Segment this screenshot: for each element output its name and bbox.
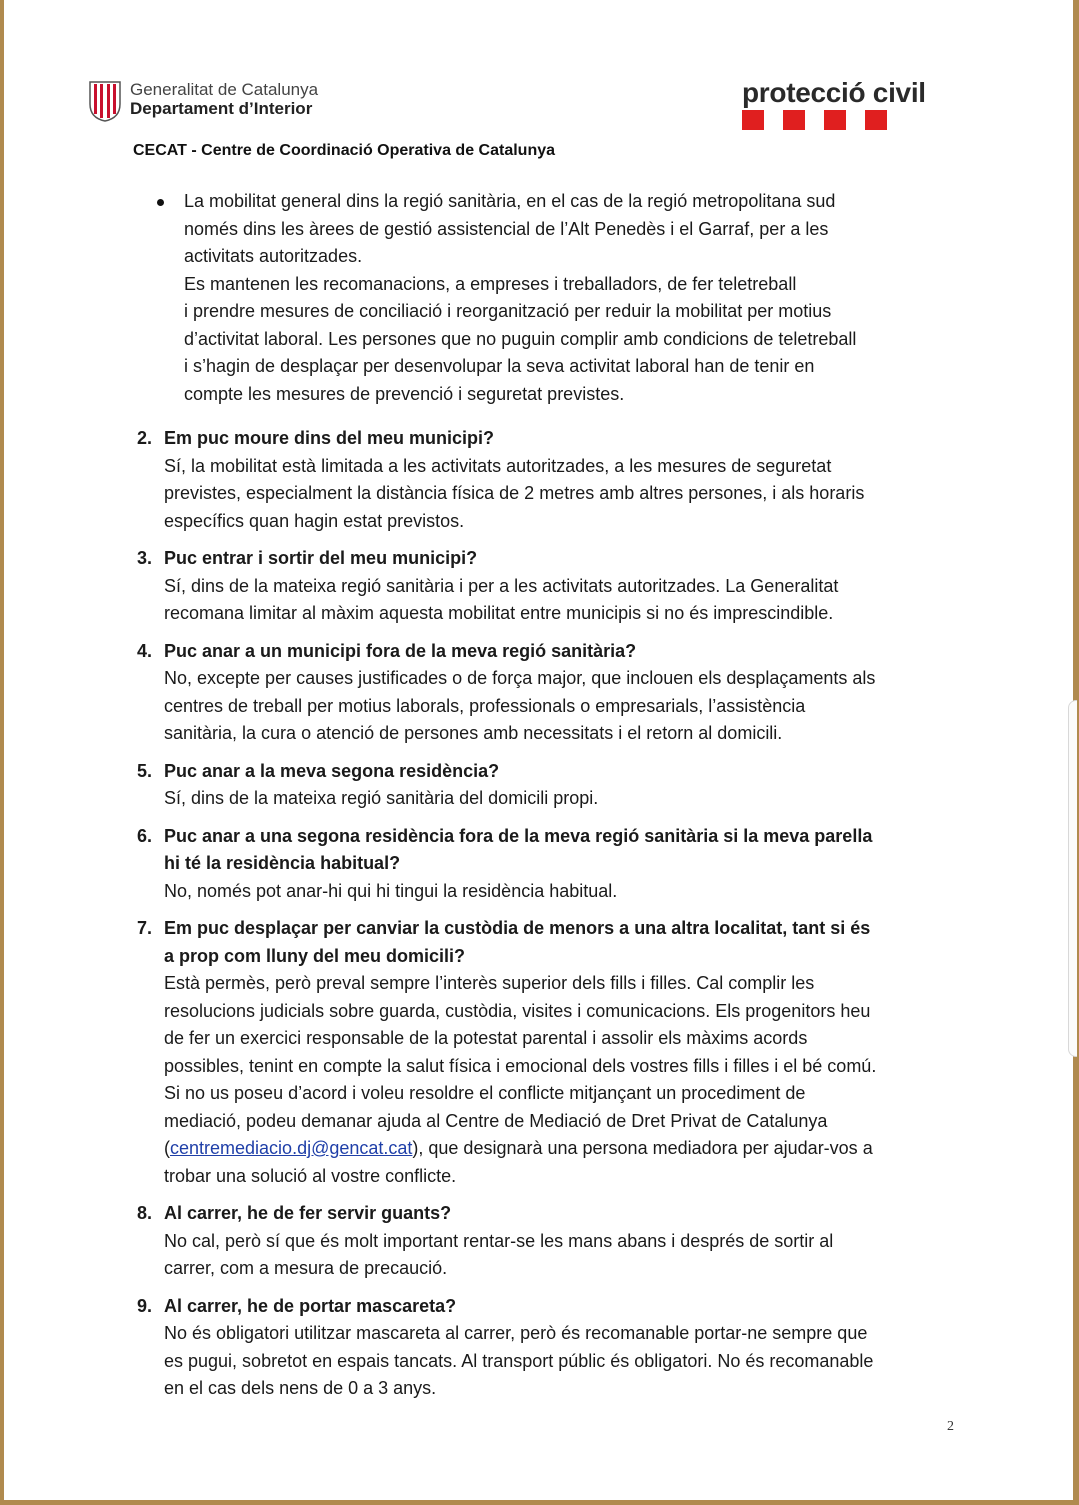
document-body (4, 188, 1073, 1413)
faq-question: Puc anar a la meva segona residència? (164, 760, 500, 781)
page-number: 2 (947, 1419, 954, 1434)
faq-question: Em puc desplaçar per canviar la custòdia de menors a una altra localitat, tant si és a prop com lluny del meu domicili? (164, 918, 871, 966)
faq-item-2 (137, 425, 964, 535)
faq-answer: No, només pot anar-hi qui hi tingui la residència habitual. (164, 880, 618, 901)
department-name: Departament d’Interior (130, 99, 313, 118)
bullet-dot-icon (157, 199, 164, 206)
red-square-icon (742, 110, 764, 130)
faq-number: 9. (137, 1295, 153, 1316)
bullet-item (184, 188, 954, 408)
faq-answer: Sí, dins de la mateixa regió sanitària del domicili propi. (164, 788, 599, 808)
faq-number: 5. (137, 760, 153, 781)
faq-item-5 (137, 758, 964, 813)
faq-number: 8. (137, 1203, 153, 1223)
faq-answer: Està permès, però preval sempre l’interès superior dels fills i filles. Cal complir les resolucions judicials sobre guarda, custòdia, visites i comunicacions. Els progenitors heu de fer un exercici responsable de la potestat parental i assolir els màxims acords possibles, tenint en compte la salut física i emocional dels vostres fills i filles i el bé comú. Si no us poseu d’acord i voleu resoldre el conflicte mitjançant un procediment de mediació, podeu demanar ajuda al Centre de Mediació de Dret Privat de Catalunya (centremediacio.dj@gencat.cat), que designarà una persona mediadora per ajudar-vos a trobar una solució al vostre conflicte. (164, 973, 877, 1186)
red-square-icon (865, 110, 887, 130)
faq-item-9 (137, 1293, 964, 1403)
faq-answer: Sí, dins de la mateixa regió sanitària i per a les activitats autoritzades. La Generalitat recomana limitar al màxim aquesta mobilitat entre municipis si no és imprescindible. (164, 575, 839, 623)
faq-item-4 (137, 638, 964, 748)
catalan-crest-icon (88, 80, 122, 122)
faq-item-6 (137, 823, 964, 906)
faq-answer: No, excepte per causes justificades o de força major, que inclouen els desplaçaments als centres de treball per motius laborals, professionals o empresarials, l’assistència sanitària, la cura o atenció de persones amb necessitats i el retorn al domicili. (164, 668, 876, 743)
proteccio-civil-logo (742, 78, 926, 130)
mediation-email-link[interactable]: centremediacio.dj@gencat.cat (170, 1138, 413, 1158)
faq-question: Puc anar a una segona residència fora de la meva regió sanitària si la meva parella hi té la residència habitual? (164, 825, 873, 873)
faq-question: Al carrer, he de portar mascareta? (164, 1295, 457, 1316)
generalitat-logo (88, 80, 318, 122)
faq-item-3 (137, 545, 964, 628)
document-page (4, 0, 1073, 1500)
faq-list (4, 425, 1073, 1403)
generalitat-name: Generalitat de Catalunya (130, 80, 319, 99)
faq-number: 4. (137, 640, 153, 661)
cecat-heading: CECAT - Centre de Coordinació Operativa de Catalunya (133, 142, 556, 159)
faq-item-7 (137, 915, 964, 1190)
proteccio-civil-title: protecció civil (742, 77, 926, 108)
faq-question: Puc anar a un municipi fora de la meva regió sanitària? (164, 640, 637, 661)
faq-number: 3. (137, 548, 153, 568)
faq-answer: No cal, però sí que és molt important rentar-se les mans abans i després de sortir al carrer, com a mesura de precaució. (164, 1230, 834, 1278)
faq-answer: Sí, la mobilitat està limitada a les activitats autoritzades, a les mesures de seguretat previstes, especialment la distància física de 2 metres amb altres persones, i als horaris específics quan hagin estat previstos. (164, 455, 865, 531)
faq-question: Al carrer, he de fer servir guants? (164, 1203, 452, 1223)
side-scroll-handle[interactable] (1068, 700, 1077, 1057)
faq-number: 6. (137, 825, 153, 846)
faq-question: Em puc moure dins del meu municipi? (164, 428, 495, 448)
bullet-text: La mobilitat general dins la regió sanitària, en el cas de la regió metropolitana sud només dins les àrees de gestió assistencial de l’Alt Penedès i el Garraf, per a les activitats autoritzades. Es mantenen les recomanacions, a empreses i treballadors, de fer teletreball i prendre mesures de conciliació i reorganització per reduir la mobilitat per motius d’activitat laboral. Les persones que no puguin complir amb condicions de teletreball i s’hagin de desplaçar per desenvolupar la seva activitat laboral han de tenir en compte les mesures de prevenció i seguretat previstes. (184, 191, 857, 404)
faq-item-8 (137, 1200, 964, 1283)
red-square-icon (783, 110, 805, 130)
faq-question: Puc entrar i sortir del meu municipi? (164, 548, 478, 568)
faq-number: 2. (137, 428, 153, 448)
red-squares (742, 110, 926, 130)
faq-answer: No és obligatori utilitzar mascareta al carrer, però és recomanable portar-ne sempre que es pugui, sobretot en espais tancats. Al transport públic és obligatori. No és recomanable en el cas dels nens de 0 a 3 anys. (164, 1323, 874, 1398)
faq-number: 7. (137, 918, 153, 938)
red-square-icon (824, 110, 846, 130)
